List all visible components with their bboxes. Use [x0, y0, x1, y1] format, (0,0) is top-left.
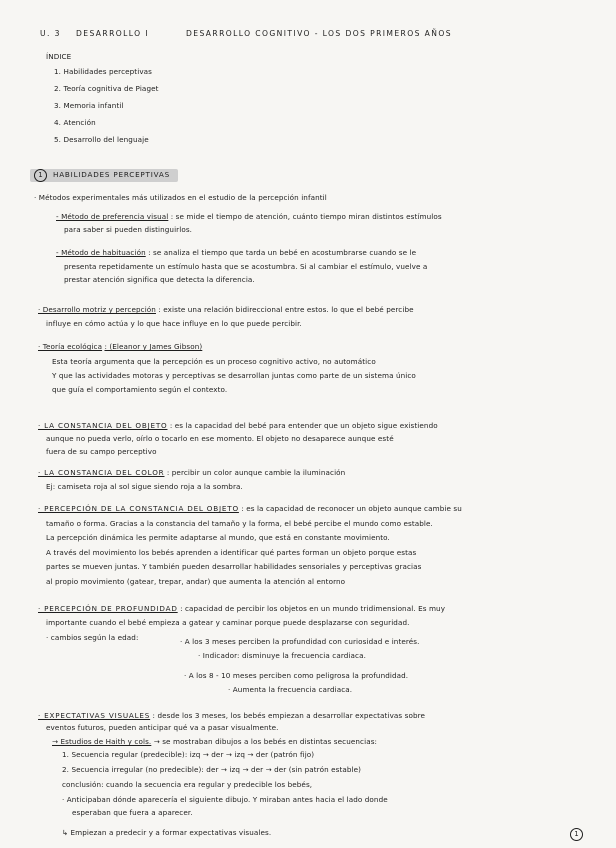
note-line: para saber si pueden distinguirlos. — [64, 225, 193, 234]
note-line — [38, 342, 202, 352]
note-line: partes se mueven juntas. Y también pueden desarrollar habilidades sensoriales y perceptivas gracias — [46, 562, 422, 571]
note-line: A través del movimiento los bebés aprenden a identificar qué partes forman un objeto porque estas — [46, 548, 417, 557]
note-line: · Indicador: disminuye la frecuencia cardiaca. — [198, 651, 366, 660]
note-line — [38, 711, 425, 721]
term: - Método de preferencia visual — [56, 212, 169, 221]
note-line: fuera de su campo perceptivo — [46, 447, 157, 456]
note-line: presenta repetidamente un estímulo hasta que se acostumbra. Si al cambiar el estímulo, vuelve a — [64, 262, 428, 271]
course-title: DESARROLLO I — [76, 29, 149, 38]
index-item: 5. Desarrollo del lenguaje — [54, 135, 149, 144]
index-heading: ÍNDICE — [46, 52, 72, 61]
term: · LA CONSTANCIA DEL OBJETO — [38, 421, 168, 430]
note-line: aunque no pueda verlo, oírlo o tocarlo en ese momento. El objeto no desaparece aunque esté — [46, 434, 394, 443]
note-line — [38, 604, 445, 614]
term: · PERCEPCIÓN DE LA CONSTANCIA DEL OBJETO — [38, 504, 239, 513]
definition: : es la capacidad del bebé para entender que un objeto sigue existiendo — [169, 421, 438, 430]
term: · Desarrollo motriz y percepción — [38, 305, 156, 314]
note-line: · cambios según la edad: — [46, 633, 139, 642]
note-line: 2. Secuencia irregular (no predecible): der → izq → der → der (sin patrón estable) — [62, 765, 362, 774]
note-line: Ej: camiseta roja al sol sigue siendo roja a la sombra. — [46, 482, 243, 491]
definition: : se analiza el tiempo que tarda un bebé en acostumbrarse cuando se le — [148, 248, 417, 257]
note-line — [38, 504, 462, 514]
term: · PERCEPCIÓN DE PROFUNDIDAD — [38, 604, 178, 613]
note-line: 1. Secuencia regular (predecible): izq → der → izq → der (patrón fijo) — [62, 750, 315, 759]
note-line: conclusión: cuando la secuencia era regular y predecible los bebés, — [62, 780, 313, 789]
definition: : existe una relación bidireccional entre estos. lo que el bebé percibe — [158, 305, 414, 314]
index-item: 3. Memoria infantil — [54, 101, 124, 110]
note-line: Y que las actividades motoras y perceptivas se desarrollan juntas como parte de un sistema único — [52, 371, 416, 380]
note-line: · A los 3 meses perciben la profundidad con curiosidad e interés. — [180, 637, 420, 646]
note-line: prestar atención significa que detecta la diferencia. — [64, 275, 255, 284]
index-item: 2. Teoría cognitiva de Piaget — [54, 84, 159, 93]
term: → Estudios de Haith y cols. — [52, 737, 152, 746]
note-line: esperaban que fuera a aparecer. — [72, 808, 193, 817]
note-line: La percepción dinámica les permite adaptarse al mundo, que está en constante movimiento. — [46, 533, 390, 542]
section-number-badge: 1 — [34, 169, 47, 182]
note-line: que guía el comportamiento según el contexto. — [52, 385, 228, 394]
index-item: 1. Habilidades perceptivas — [54, 67, 153, 76]
note-line — [56, 212, 442, 222]
note-line — [38, 468, 345, 478]
note-line — [38, 305, 414, 315]
note-line: influye en cómo actúa y lo que hace influye en lo que puede percibir. — [46, 319, 302, 328]
note-line: eventos futuros, pueden anticipar qué va a pasar visualmente. — [46, 723, 279, 732]
page-number: 1 — [570, 828, 583, 841]
note-line: ↳ Empiezan a predecir y a formar expectativas visuales. — [62, 828, 272, 837]
note-line: · Aumenta la frecuencia cardiaca. — [228, 685, 353, 694]
definition: : desde los 3 meses, los bebés empiezan a desarrollar expectativas sobre — [152, 711, 426, 720]
note-line: · Métodos experimentales más utilizados en el estudio de la percepción infantil — [34, 193, 327, 202]
definition: : percibir un color aunque cambie la iluminación — [166, 468, 346, 477]
note-line: al propio movimiento (gatear, trepar, andar) que aumenta la atención al entorno — [46, 577, 346, 586]
definition: : (Eleanor y James Gibson) — [104, 342, 203, 351]
term: · Teoría ecológica — [38, 342, 103, 351]
definition: : se mide el tiempo de atención, cuánto tiempo miran distintos estímulos — [170, 212, 442, 221]
unit-label: U. 3 — [40, 29, 61, 38]
note-line — [52, 737, 377, 747]
note-line: importante cuando el bebé empieza a gatear y caminar porque puede desplazarse con seguridad. — [46, 618, 410, 627]
definition: : capacidad de percibir los objetos en un mundo tridimensional. Es muy — [180, 604, 446, 613]
note-line — [56, 248, 416, 258]
index-item: 4. Atención — [54, 118, 96, 127]
definition: : es la capacidad de reconocer un objeto aunque cambie su — [241, 504, 462, 513]
definition: → se mostraban dibujos a los bebés en distintas secuencias: — [153, 737, 378, 746]
note-line: · Anticipaban dónde aparecería el siguiente dibujo. Y miraban antes hacia el lado donde — [62, 795, 388, 804]
note-line: Esta teoría argumenta que la percepción es un proceso cognitivo activo, no automático — [52, 357, 376, 366]
topic-title: DESARROLLO COGNITIVO - LOS DOS PRIMEROS AÑOS — [186, 29, 452, 38]
note-line: tamaño o forma. Gracias a la constancia del tamaño y la forma, el bebé percibe el mundo como estable. — [46, 519, 433, 528]
term: · EXPECTATIVAS VISUALES — [38, 711, 151, 720]
term: - Método de habituación — [56, 248, 146, 257]
note-line: · A los 8 - 10 meses perciben como peligrosa la profundidad. — [184, 671, 409, 680]
term: · LA CONSTANCIA DEL COLOR — [38, 468, 165, 477]
note-line — [38, 421, 438, 431]
section-heading: HABILIDADES PERCEPTIVAS — [53, 170, 170, 179]
